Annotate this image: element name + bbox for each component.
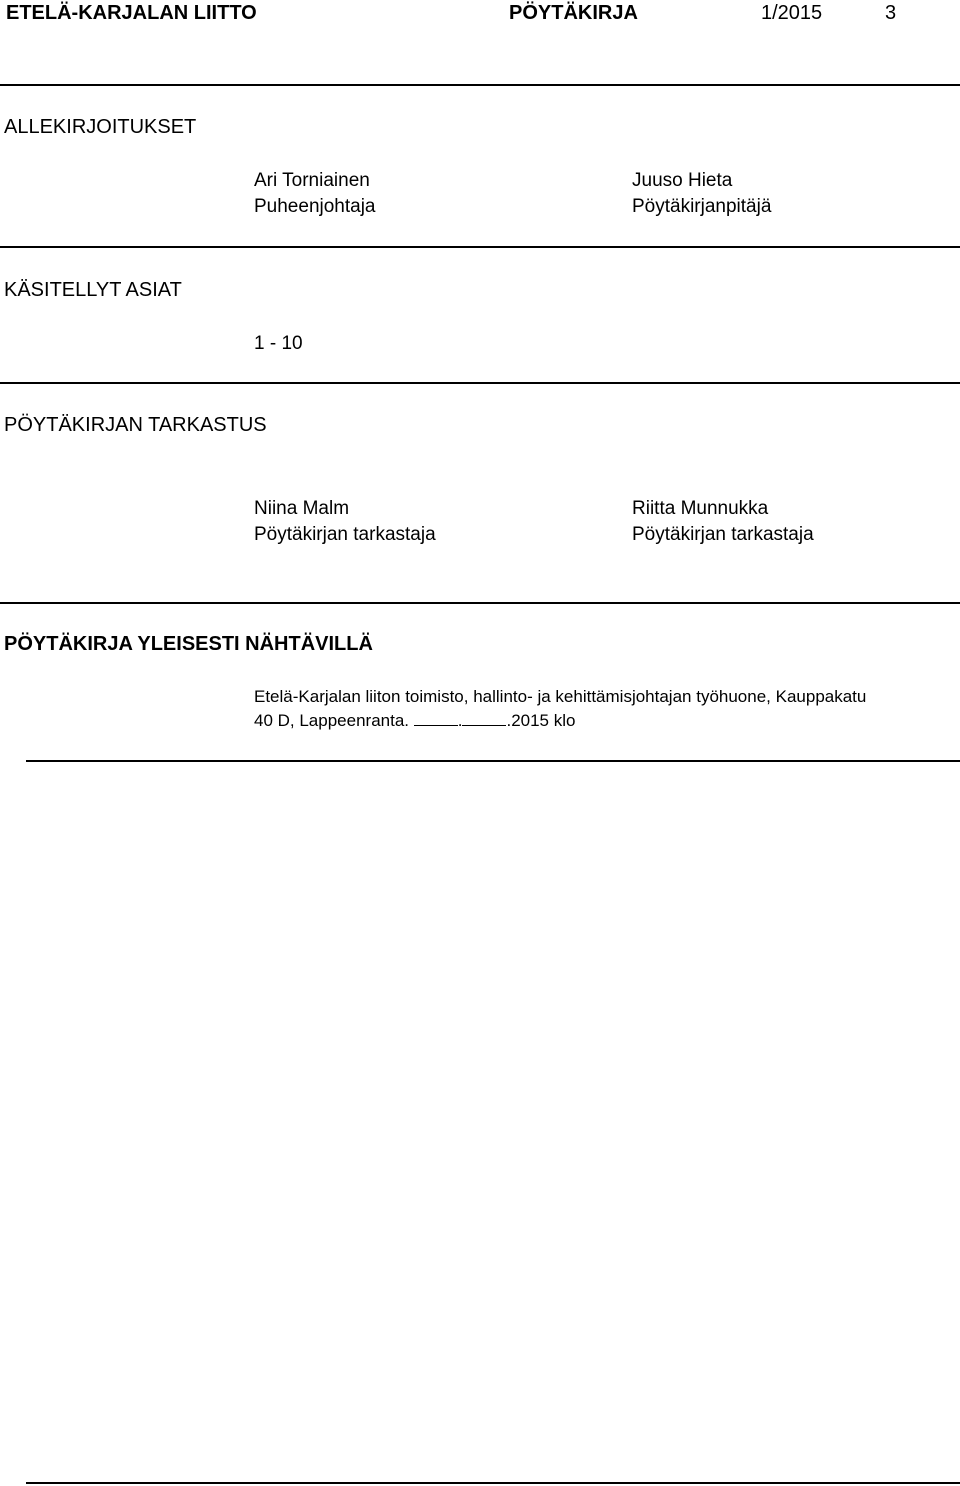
display-location-line1: Etelä-Karjalan liiton toimisto, hallinto- ja kehittämisjohtajan työhuone, Kauppakatu	[254, 687, 867, 706]
divider	[26, 760, 960, 762]
signer-left-role: Puheenjohtaja	[254, 196, 376, 217]
page-number: 3	[885, 2, 897, 24]
review-heading: PÖYTÄKIRJAN TARKASTUS	[4, 414, 267, 436]
day-blank	[414, 711, 458, 726]
document-number: 1/2015	[761, 2, 823, 24]
divider	[0, 246, 960, 248]
items-heading: KÄSITELLYT ASIAT	[4, 279, 182, 301]
reviewer-right	[632, 496, 814, 548]
signer-right-name: Juuso Hieta	[632, 170, 733, 191]
signer-left-name: Ari Torniainen	[254, 170, 370, 191]
items-range: 1 - 10	[254, 333, 303, 354]
organization-name: ETELÄ-KARJALAN LIITTO	[6, 2, 257, 24]
reviewer-right-role: Pöytäkirjan tarkastaja	[632, 524, 814, 545]
divider	[0, 84, 960, 86]
display-location-text: 40 D, Lappeenranta.	[254, 711, 414, 730]
divider	[0, 382, 960, 384]
display-location	[254, 685, 866, 733]
footer-divider	[26, 1482, 960, 1484]
reviewer-left	[254, 496, 436, 548]
signer-left	[254, 168, 376, 220]
month-blank	[462, 711, 506, 726]
signer-right-role: Pöytäkirjanpitäjä	[632, 196, 772, 217]
display-location-line2	[254, 709, 866, 733]
signatures-heading: ALLEKIRJOITUKSET	[4, 116, 197, 138]
year-time-text: .2015 klo	[506, 711, 576, 730]
document-type: PÖYTÄKIRJA	[509, 2, 638, 24]
reviewer-left-name: Niina Malm	[254, 498, 350, 519]
display-heading: PÖYTÄKIRJA YLEISESTI NÄHTÄVILLÄ	[4, 633, 373, 655]
divider	[0, 602, 960, 604]
signer-right	[632, 168, 771, 220]
date-separator: .	[457, 711, 463, 730]
reviewer-left-role: Pöytäkirjan tarkastaja	[254, 524, 436, 545]
reviewer-right-name: Riitta Munnukka	[632, 498, 769, 519]
